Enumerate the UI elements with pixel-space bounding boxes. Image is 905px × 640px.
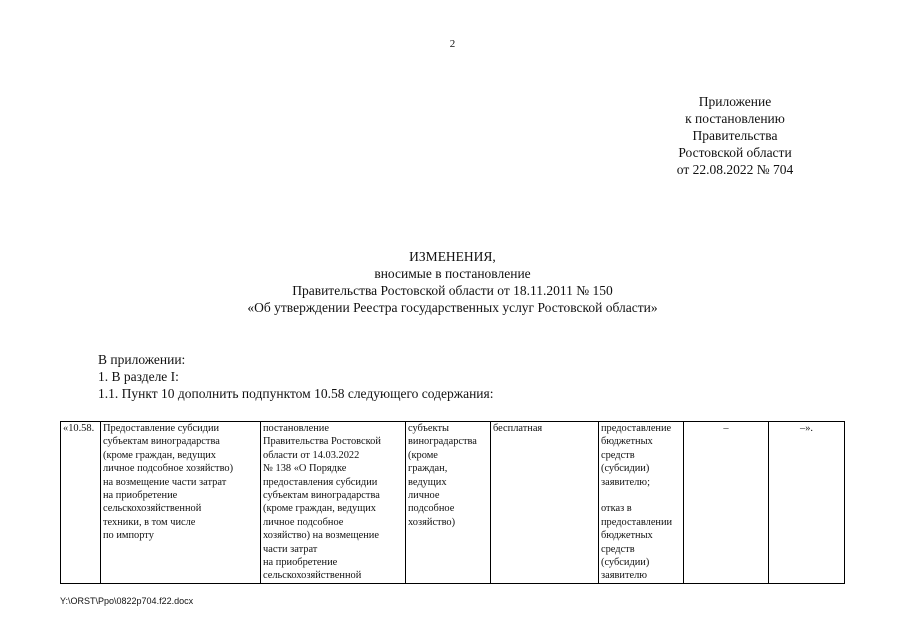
intro-line: 1.1. Пункт 10 дополнить подпунктом 10.58 следующего содержания: — [98, 386, 494, 401]
intro-text — [98, 351, 493, 402]
cell-result: предоставление бюджетных средств (субсидии) заявителю; отказ в предоставлении бюджетных средств (субсидии) заявителю — [599, 422, 684, 584]
appendix-line: к постановлению — [685, 111, 785, 126]
intro-line: В приложении: — [98, 352, 186, 367]
table-row — [61, 422, 845, 584]
document-title — [150, 248, 755, 316]
appendix-header — [640, 93, 830, 178]
title-line: «Об утверждении Реестра государственных услуг Ростовской области» — [247, 300, 658, 315]
appendix-line: Приложение — [698, 94, 772, 109]
cell-service: Предоставление субсидии субъектам виноградарства (кроме граждан, ведущих личное подсобное хозяйство) на возмещение части затрат на приобретение сельскохозяйственной техники, в том числе по импорту — [101, 422, 261, 584]
cell-dash-end: –». — [769, 422, 845, 584]
cell-legal-act: постановление Правительства Ростовской области от 14.03.2022 № 138 «О Порядке предоставления субсидии субъектам виноградарства (кроме граждан, ведущих личное подсобное хозяйство) на возмещение части затрат на приобретение сельскохозяйственной — [261, 422, 406, 584]
title-line: вносимые в постановление — [374, 266, 531, 281]
cell-fee: бесплатная — [491, 422, 599, 584]
intro-line: 1. В разделе I: — [98, 369, 179, 384]
changes-table — [60, 421, 845, 584]
cell-dash: – — [684, 422, 769, 584]
cell-recipients: субъекты виноградарства (кроме граждан, ведущих личное подсобное хозяйство) — [406, 422, 491, 584]
appendix-line: от 22.08.2022 № 704 — [676, 162, 794, 177]
appendix-line: Ростовской области — [678, 145, 792, 160]
cell-number: «10.58. — [61, 422, 101, 584]
title-line: Правительства Ростовской области от 18.11.2011 № 150 — [292, 283, 613, 298]
title-line: ИЗМЕНЕНИЯ, — [409, 249, 496, 264]
appendix-line: Правительства — [692, 128, 778, 143]
page-number: 2 — [449, 38, 456, 50]
file-path-footer: Y:\ORST\Ppo\0822p704.f22.docx — [60, 596, 194, 606]
